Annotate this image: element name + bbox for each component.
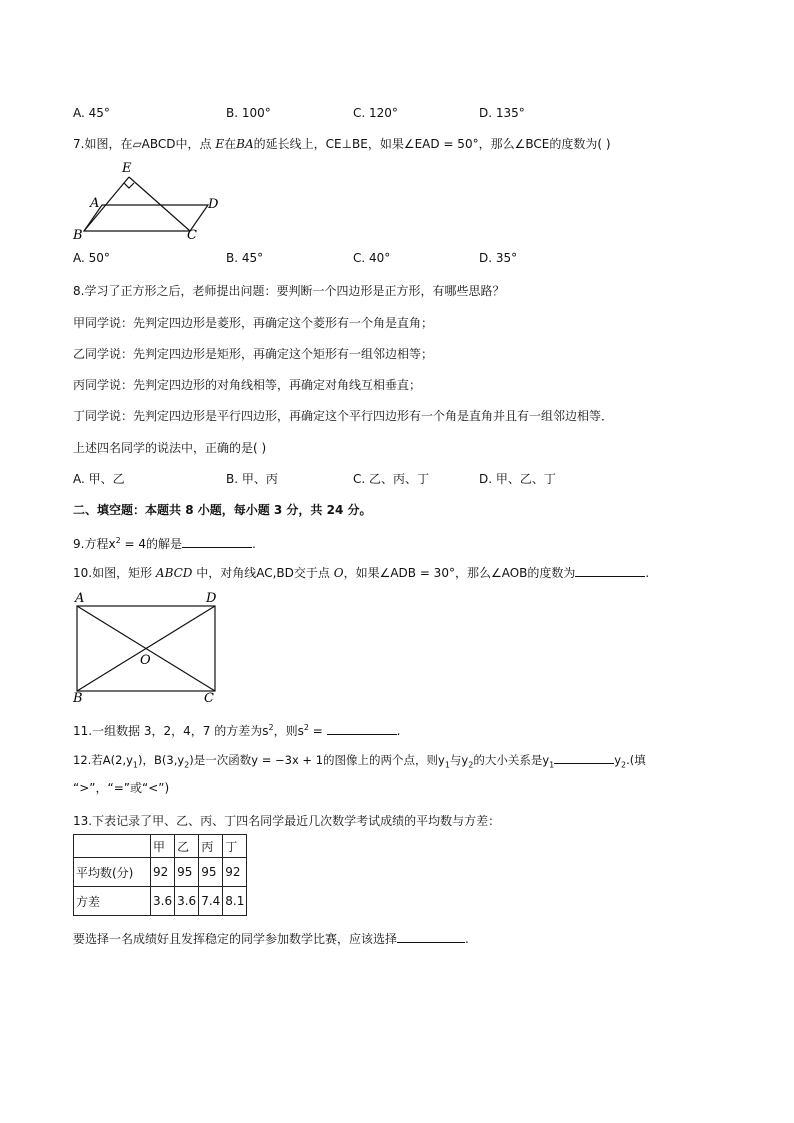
q10-rectangle-figure [70, 588, 230, 706]
table-cell: 95 [175, 858, 199, 887]
table-header-cell: 乙 [175, 835, 199, 858]
q13-question: 要选择一名成绩好且发挥稳定的同学参加数学比赛，应该选择 . [73, 932, 469, 946]
label-c: C [204, 691, 214, 706]
label-b: B [73, 691, 83, 706]
q9-answer-blank[interactable] [182, 535, 252, 548]
q12-answer-blank[interactable] [554, 751, 614, 764]
table-cell: 8.1 [223, 887, 247, 916]
q12-line2: “>”，“=”或“<”) [73, 781, 170, 795]
q8-option-d: D. 甲、乙、丁 [479, 472, 556, 486]
q7-option-d: D. 35° [479, 251, 518, 265]
table-cell: 7.4 [199, 887, 223, 916]
q6-option-b: B. 100° [226, 106, 271, 120]
q8-question: 上述四名同学的说法中，正确的是( ) [73, 441, 267, 455]
q7-option-c: C. 40° [353, 251, 391, 265]
label-d: D [208, 197, 219, 212]
table-header-cell [74, 835, 151, 858]
table-row [74, 858, 247, 887]
label-a: A [75, 591, 85, 606]
q11-answer-blank[interactable] [327, 722, 397, 735]
q10-answer-blank[interactable] [575, 564, 645, 577]
q8-line-bing: 丙同学说：先判定四边形的对角线相等，再确定对角线互相垂直； [73, 378, 422, 392]
table-header-cell: 丙 [199, 835, 223, 858]
q8-line-yi: 乙同学说：先判定四边形是矩形，再确定这个矩形有一组邻边相等； [73, 347, 434, 361]
q6-option-d: D. 135° [479, 106, 525, 120]
q7-option-b: B. 45° [226, 251, 264, 265]
label-b: B [73, 228, 83, 243]
q6-option-c: C. 120° [353, 106, 398, 120]
q12-stem: 12.若$A(2,y_1)$，$B(3,y_2)$是一次函数y = −3x + 1的图像上的两个点，则$y_1$与$y_2$的大小关系是$y_1$ $y_2$.(填 [73, 753, 646, 770]
q7-parallelogram-figure [70, 158, 230, 244]
q8-line-ding: 丁同学说：先判定四边形是平行四边形，再确定这个平行四边形有一个角是直角并且有一组邻边相等． [73, 409, 614, 423]
q8-option-b: B. 甲、丙 [226, 472, 278, 486]
label-a: A [90, 196, 100, 211]
q11: 11.一组数据 3，2，4，7 的方差为$s^2$，则$s^2$ = . [73, 723, 401, 738]
right-angle-mark [124, 183, 134, 188]
q8-option-c: C. 乙、丙、丁 [353, 472, 430, 486]
table-cell: 95 [199, 858, 223, 887]
table-cell: 92 [151, 858, 175, 887]
q13-answer-blank[interactable] [397, 930, 465, 943]
q9: 9.方程$x^2 = 4$的解是 . [73, 536, 256, 551]
score-table [73, 834, 247, 916]
q8-option-a: A. 甲、乙 [73, 472, 125, 486]
table-cell: 方差 [74, 887, 151, 916]
label-d: D [206, 591, 217, 606]
label-e: E [122, 161, 132, 176]
table-cell: 平均数(分) [74, 858, 151, 887]
q13-stem: 13.下表记录了甲、乙、丙、丁四名同学最近几次数学考试成绩的平均数与方差： [73, 814, 501, 828]
q6-option-a: A. 45° [73, 106, 110, 120]
q7-option-a: A. 50° [73, 251, 110, 265]
line-ec [129, 177, 190, 231]
q7-stem: 7.如图，在▱ABCD中，点 E在BA的延长线上，CE⊥BE，如果∠EAD = 50°，那么∠BCE的度数为( ) [73, 137, 611, 151]
table-header-row [74, 835, 247, 858]
q8-stem: 8.学习了正方形之后，老师提出问题：要判断一个四边形是正方形，有哪些思路？ [73, 284, 505, 298]
q10-stem: 10.如图，矩形 ABCD 中，对角线AC,BD交于点 O，如果∠ADB = 30°，那么∠AOB的度数为 . [73, 566, 650, 580]
table-cell: 3.6 [151, 887, 175, 916]
table-header-cell: 甲 [151, 835, 175, 858]
table-row [74, 887, 247, 916]
table-cell: 92 [223, 858, 247, 887]
table-cell: 3.6 [175, 887, 199, 916]
table-header-cell: 丁 [223, 835, 247, 858]
label-o: O [140, 653, 151, 668]
section-title: 二、填空题：本题共 8 小题，每小题 3 分，共 24 分。 [73, 503, 372, 517]
label-c: C [187, 228, 197, 243]
q8-line-jia: 甲同学说：先判定四边形是菱形，再确定这个菱形有一个角是直角； [73, 316, 434, 330]
